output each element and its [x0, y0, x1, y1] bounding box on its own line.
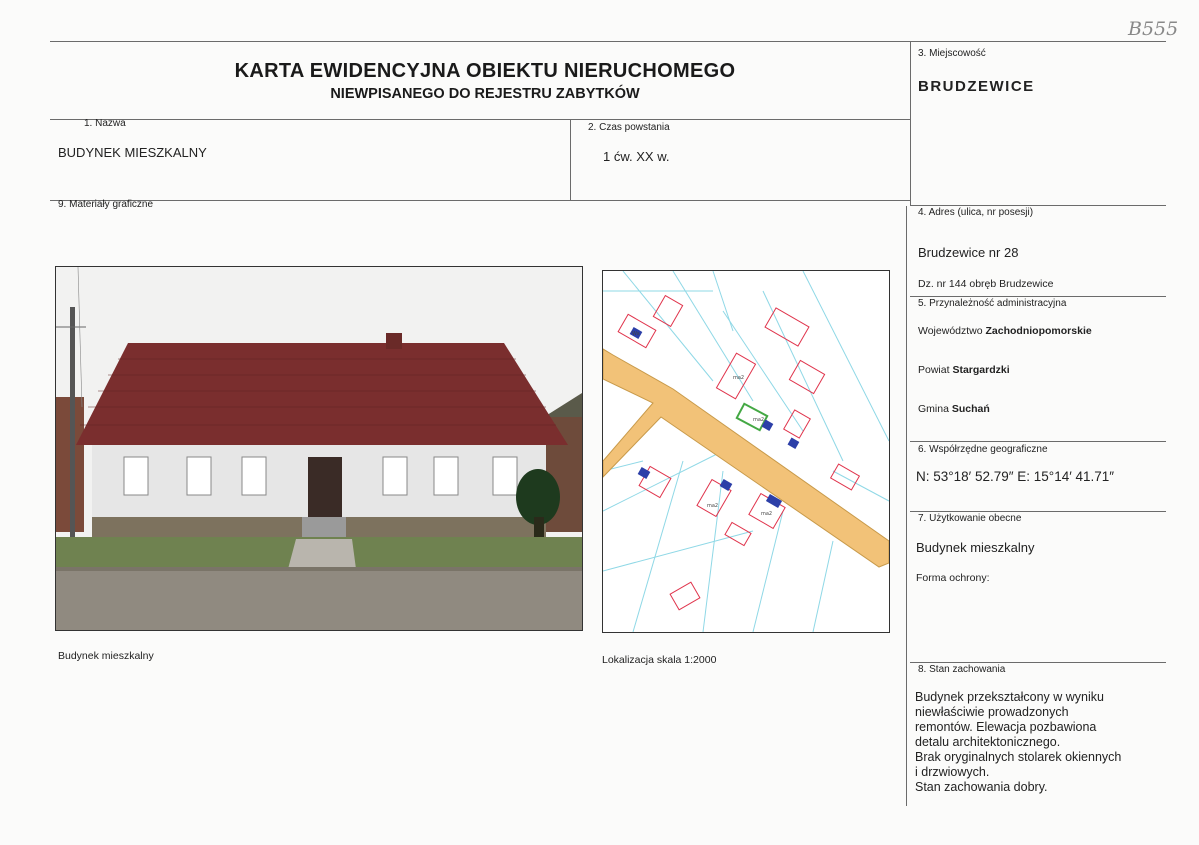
section4-line	[910, 205, 1166, 206]
page-subtitle: NIEWPISANEGO DO REJESTRU ZABYTKÓW	[330, 86, 640, 102]
wojewodztwo-prefix: Województwo	[918, 325, 986, 337]
gmina-value: Suchań	[951, 403, 990, 415]
map-label: ma2	[733, 375, 745, 381]
nazwa-czas-divider	[570, 119, 571, 200]
stan-line: niewłaściwie prowadzonych	[915, 705, 1069, 719]
powiat-value: Stargardzki	[952, 364, 1010, 376]
adres-label: 4. Adres (ulica, nr posesji)	[918, 207, 1034, 218]
wspolrzedne-value: N: 53°18′ 52.79″ E: 15°14′ 41.71″	[916, 469, 1115, 484]
header-bottom-line	[50, 119, 910, 120]
adres-plot: Dz. nr 144 obręb Brudzewice	[918, 278, 1054, 290]
uzytkowanie-value: Budynek mieszkalny	[916, 540, 1035, 555]
cadastral-map	[602, 270, 890, 633]
map-illustration	[603, 271, 889, 632]
materialy-label: 9. Materiały graficzne	[58, 199, 154, 210]
section7-line	[910, 511, 1166, 512]
stan-line: Budynek przekształcony w wyniku	[915, 690, 1104, 704]
czas-label: 2. Czas powstania	[588, 122, 670, 133]
map-caption: Lokalizacja skala 1:2000	[602, 654, 717, 666]
nazwa-value: BUDYNEK MIESZKALNY	[58, 145, 207, 160]
map-label: ma2	[761, 511, 773, 517]
main-right-divider	[910, 41, 911, 206]
powiat	[918, 364, 1010, 376]
nazwa-label: 1. Nazwa	[84, 118, 126, 129]
wojewodztwo	[918, 325, 1092, 337]
section8-line	[910, 662, 1166, 663]
building-photo	[55, 266, 583, 631]
stan-label: 8. Stan zachowania	[918, 664, 1006, 675]
right-column-line	[906, 206, 907, 806]
section6-line	[910, 441, 1166, 442]
stan-line: Brak oryginalnych stolarek okiennych	[915, 750, 1122, 764]
row1-bottom-line	[50, 200, 910, 201]
uzytkowanie-label: 7. Użytkowanie obecne	[918, 513, 1022, 524]
top-border-line	[50, 41, 1166, 42]
page-title: KARTA EWIDENCYJNA OBIEKTU NIERUCHOMEGO	[234, 60, 736, 82]
miejscowosc-label: 3. Miejscowość	[918, 48, 986, 59]
stan-description	[915, 690, 1121, 795]
wspolrzedne-label: 6. Współrzędne geograficzne	[918, 444, 1048, 455]
stan-line: Stan zachowania dobry.	[915, 780, 1048, 794]
map-label: ma2	[707, 503, 719, 509]
gmina-prefix: Gmina	[918, 403, 952, 415]
stan-line: detalu architektonicznego.	[915, 735, 1061, 749]
forma-ochrony-label: Forma ochrony:	[916, 572, 990, 584]
powiat-prefix: Powiat	[918, 364, 953, 376]
czas-value: 1 ćw. XX w.	[603, 149, 670, 164]
section5-line	[910, 296, 1166, 297]
gmina	[918, 403, 990, 415]
building-illustration	[56, 267, 582, 630]
miejscowosc-value: BRUDZEWICE	[918, 78, 1035, 95]
przynaleznosc-label: 5. Przynależność administracyjna	[918, 298, 1067, 309]
stan-line: i drzwiowych.	[915, 765, 990, 779]
map-label: ma2	[753, 417, 765, 423]
archive-number: B555	[1128, 18, 1179, 40]
photo-caption: Budynek mieszkalny	[58, 650, 154, 662]
stan-line: remontów. Elewacja pozbawiona	[915, 720, 1097, 734]
map-label: Wa	[632, 331, 640, 337]
adres-value: Brudzewice nr 28	[918, 245, 1019, 260]
wojewodztwo-value: Zachodniopomorskie	[985, 325, 1092, 337]
